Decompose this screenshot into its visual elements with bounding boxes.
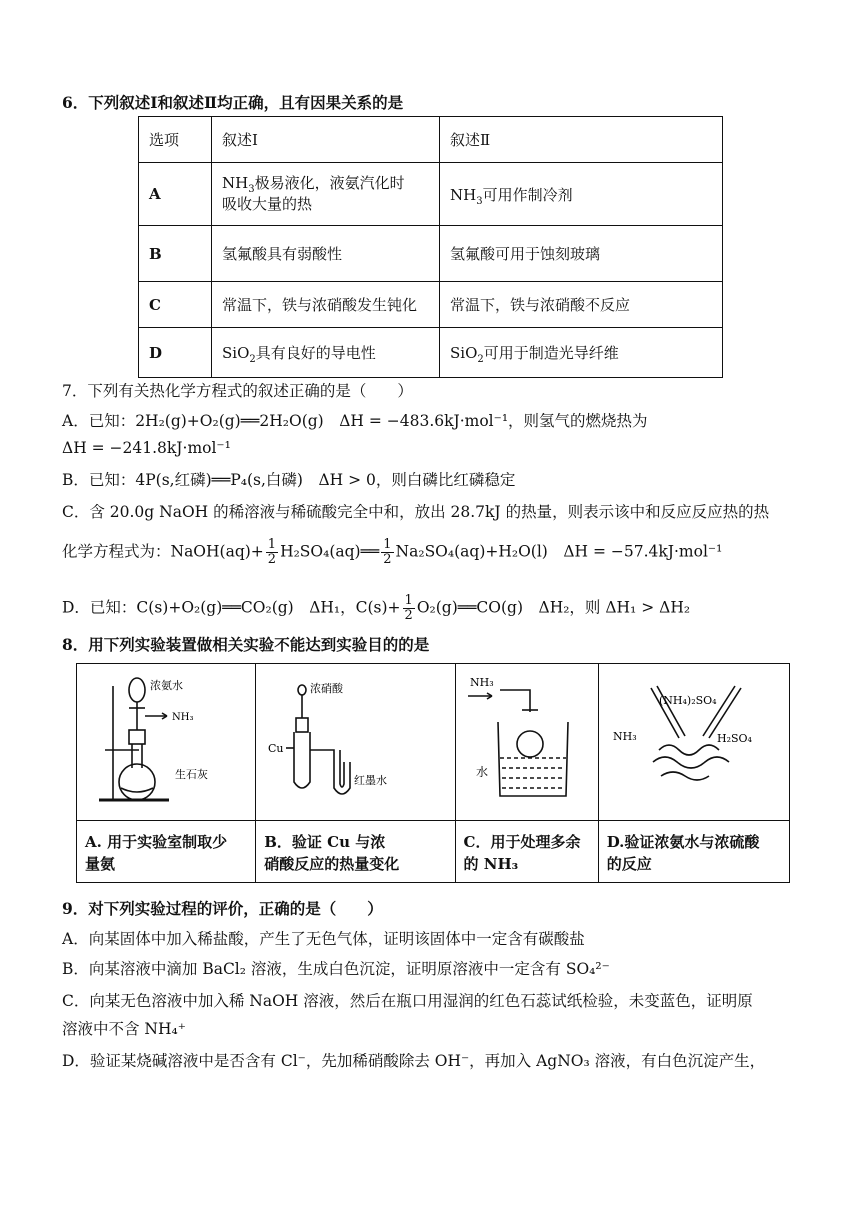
caption-line: 的反应	[606, 855, 652, 873]
fraction-half	[381, 538, 393, 567]
caption-line: 的 NH₃	[463, 855, 519, 873]
q6-row-a-s1	[212, 163, 440, 226]
q6-row-c-s1: 常温下，铁与浓硝酸发生钝化	[212, 282, 440, 328]
table-row	[139, 226, 723, 282]
caption-line: 量氨	[85, 855, 116, 873]
subscript: 3	[248, 184, 255, 195]
q8-apparatus-table	[76, 663, 790, 883]
q6-header-s1: 叙述Ⅰ	[212, 117, 440, 163]
q6-row-b-s2: 氢氟酸可用于蚀刻玻璃	[440, 226, 723, 282]
q6-row-b-option: B	[139, 226, 212, 282]
statement-text: 吸收大量的热	[222, 195, 313, 213]
q6-row-c-s2: 常温下，铁与浓硝酸不反应	[440, 282, 723, 328]
q6-header-s2: 叙述Ⅱ	[440, 117, 723, 163]
equation-part: H₂SO₄(aq)══	[280, 542, 380, 561]
label-nh3: NH₃	[469, 676, 494, 689]
caption-line: B．验证 Cu 与浓	[264, 833, 386, 851]
label-water: 水	[475, 765, 488, 779]
caption-line: 硝酸反应的热量变化	[264, 855, 400, 873]
apparatus-d-diagram	[599, 664, 789, 820]
caption-line: D.验证浓氨水与浓硫酸	[606, 833, 760, 851]
caption-line: A. 用于实验室制取少	[85, 833, 228, 851]
q7-option-b: B．已知：4P(s,红磷)══P₄(s,白磷) ΔH > 0，则白磷比红磷稳定	[62, 471, 516, 489]
apparatus-a-cell	[77, 664, 256, 821]
q6-header-option: 选项	[139, 117, 212, 163]
apparatus-d-cell	[598, 664, 789, 821]
label-nh3: NH₃	[612, 730, 637, 743]
statement-text: 可用于制造光导纤维	[483, 344, 619, 362]
label-h2so4: H₂SO₄	[716, 732, 752, 745]
q9-option-a: A．向某固体中加入稀盐酸，产生了无色气体，证明该固体中一定含有碳酸盐	[62, 930, 585, 948]
q7-option-a-line1: A．已知：2H₂(g)+O₂(g)══2H₂O(g) ΔH = −483.6kJ·mol⁻¹，则氢气的燃烧热为	[62, 412, 648, 430]
q6-row-a-option: A	[139, 163, 212, 226]
table-row	[139, 328, 723, 378]
label-quicklime: 生石灰	[175, 768, 208, 781]
fraction-denominator: 2	[383, 552, 392, 567]
q6-row-c-option: C	[139, 282, 212, 328]
q9-option-c-line2: 溶液中不含 NH₄⁺	[62, 1020, 186, 1038]
subscript: 3	[476, 195, 483, 207]
label-red-ink: 红墨水	[354, 774, 388, 787]
label-cu: Cu	[268, 742, 284, 755]
fraction-half	[266, 538, 278, 567]
q7-stem: 7．下列有关热化学方程式的叙述正确的是（ ）	[62, 382, 413, 400]
equation-part: O₂(g)══CO(g) ΔH₂，则 ΔH₁ > ΔH₂	[416, 598, 691, 617]
q8-stem: 8．用下列实验装置做相关实验不能达到实验目的的是	[62, 635, 430, 654]
q9-option-d: D．验证某烧碱溶液中是否含有 Cl⁻，先加稀硝酸除去 OH⁻，再加入 AgNO₃ 溶液，有白色沉淀产生，	[62, 1052, 766, 1070]
caption-line: C．用于处理多余	[463, 833, 581, 851]
formula-text: NH	[222, 174, 249, 192]
statement-text: 极易液化，液氨汽化时	[254, 174, 405, 192]
q6-row-a-s2	[440, 163, 723, 226]
q6-stem: 6．下列叙述Ⅰ和叙述Ⅱ均正确，且有因果关系的是	[62, 93, 404, 112]
table-row	[139, 282, 723, 328]
fraction-numerator: 1	[383, 537, 392, 552]
caption-a	[77, 821, 256, 883]
q9-option-c-line1: C．向某无色溶液中加入稀 NaOH 溶液，然后在瓶口用湿润的红色石蕊试纸检验，未变蓝色，证明原	[62, 992, 753, 1010]
equation-part: D．已知：C(s)+O₂(g)══CO₂(g) ΔH₁，C(s)+	[62, 598, 401, 617]
statement-text: 可用作制冷剂	[482, 185, 573, 204]
fraction-numerator: 1	[267, 537, 277, 552]
formula-text: SiO	[450, 344, 478, 362]
fraction-denominator: 2	[404, 608, 413, 623]
q9-option-b: B．向某溶液中滴加 BaCl₂ 溶液，生成白色沉淀，证明原溶液中一定含有 SO₄²⁻	[62, 960, 610, 978]
q6-row-d-option: D	[139, 328, 212, 378]
fraction-half	[403, 594, 415, 623]
subscript: 2	[249, 354, 256, 365]
label-nh3: NH₃	[172, 712, 194, 723]
q6-row-d-s2	[440, 328, 723, 378]
q6-row-b-s1: 氢氟酸具有弱酸性	[212, 226, 440, 282]
subscript: 2	[477, 354, 484, 365]
apparatus-a-diagram	[77, 664, 255, 820]
apparatus-c-diagram	[456, 664, 598, 820]
apparatus-b-diagram	[256, 664, 454, 820]
apparatus-b-cell	[256, 664, 455, 821]
q9-stem: 9．对下列实验过程的评价，正确的是（ ）	[62, 899, 383, 918]
fraction-denominator: 2	[267, 552, 277, 567]
table-row	[139, 163, 723, 226]
caption-b	[256, 821, 455, 883]
formula-text: NH	[450, 185, 477, 204]
label-conc-ammonia: 浓氨水	[150, 679, 183, 692]
fraction-numerator: 1	[404, 593, 413, 608]
equation-part: Na₂SO₄(aq)+H₂O(l) ΔH = −57.4kJ·mol⁻¹	[395, 542, 723, 561]
apparatus-c-cell	[455, 664, 598, 821]
statement-text: 具有良好的导电性	[255, 344, 376, 362]
q6-table	[138, 116, 723, 378]
q7-option-c-line1: C．含 20.0g NaOH 的稀溶液与稀硫酸完全中和，放出 28.7kJ 的热量，则表示该中和反应反应热的热	[62, 503, 770, 521]
q7-option-a-line2: ΔH = −241.8kJ·mol⁻¹	[62, 439, 231, 457]
q7-option-c-line2	[62, 538, 722, 567]
formula-text: SiO	[222, 344, 250, 362]
equation-part: 化学方程式为：NaOH(aq)+	[62, 542, 264, 561]
label-conc-nitric-acid: 浓硝酸	[310, 682, 344, 695]
caption-d	[598, 821, 789, 883]
q7-option-d	[62, 594, 690, 623]
caption-c	[455, 821, 598, 883]
q6-row-d-s1	[212, 328, 440, 378]
label-ammonium-sulfate: (NH₄)₂SO₄	[658, 694, 717, 707]
